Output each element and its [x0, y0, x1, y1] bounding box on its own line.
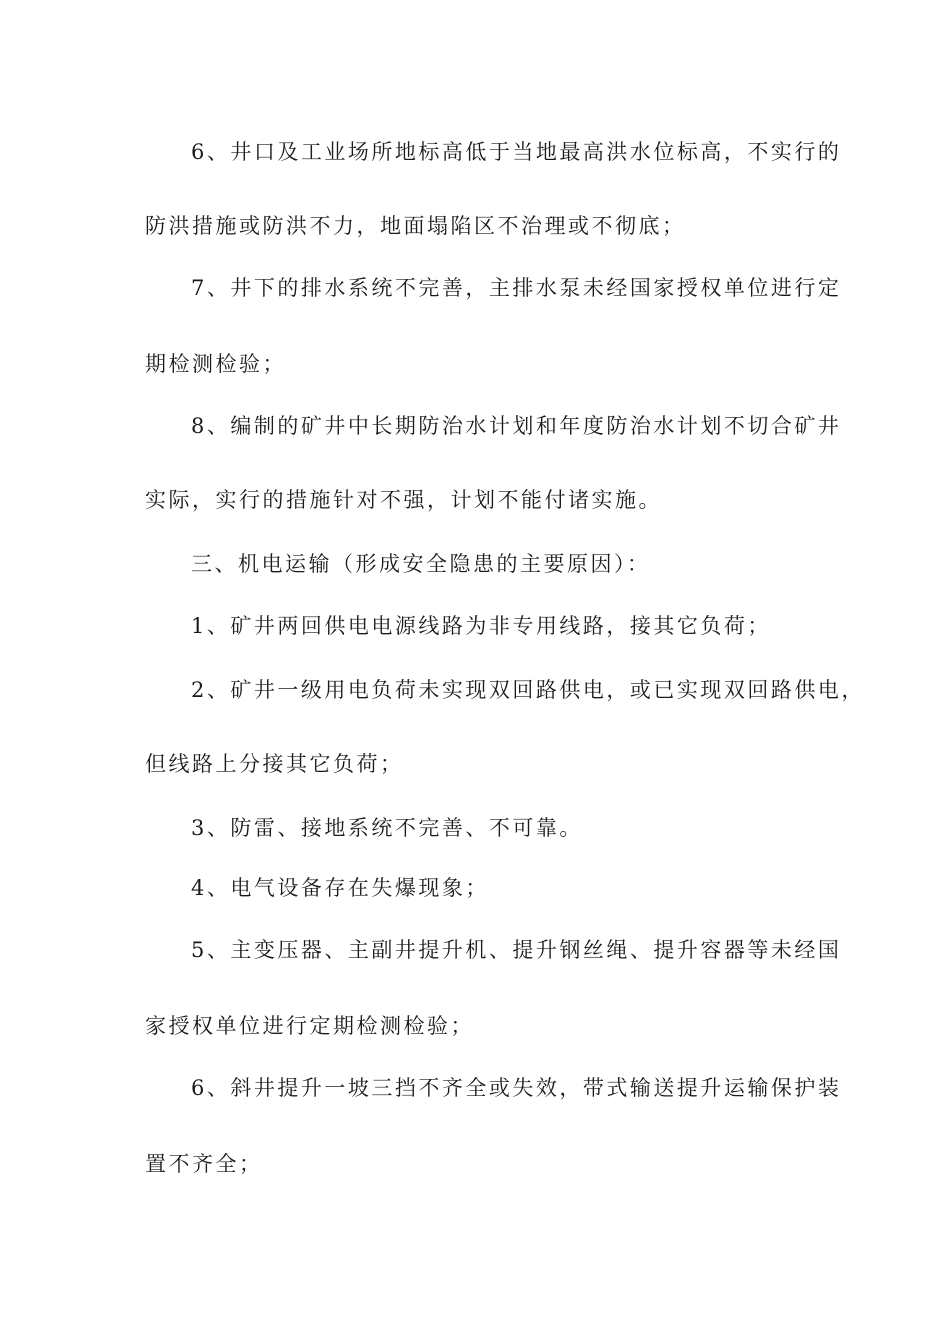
- paragraph-line: 6、斜井提升一坡三挡不齐全或失效，带式输送提升运输保护装: [191, 1076, 842, 1100]
- paragraph-line: 8、编制的矿井中长期防治水计划和年度防治水计划不切合矿井: [191, 414, 842, 438]
- paragraph-line: 防洪措施或防洪不力，地面塌陷区不治理或不彻底；: [145, 214, 686, 238]
- paragraph-line: 5、主变压器、主副井提升机、提升钢丝绳、提升容器等未经国: [191, 938, 842, 962]
- paragraph-line: 期检测检验；: [145, 352, 286, 376]
- paragraph-line: 6、井口及工业场所地标高低于当地最高洪水位标高，不实行的: [191, 140, 842, 164]
- paragraph-line: 家授权单位进行定期检测检验；: [145, 1014, 474, 1038]
- paragraph-line: 但线路上分接其它负荷；: [145, 752, 404, 776]
- paragraph-line: 4、电气设备存在失爆现象；: [191, 876, 489, 900]
- paragraph-line: 2、矿井一级用电负荷未实现双回路供电，或已实现双回路供电，: [191, 678, 865, 702]
- section-heading: 三、机电运输（形成安全隐患的主要原因）：: [191, 552, 651, 576]
- paragraph-line: 7、井下的排水系统不完善，主排水泵未经国家授权单位进行定: [191, 276, 842, 300]
- paragraph-line: 1、矿井两回供电电源线路为非专用线路，接其它负荷；: [191, 614, 771, 638]
- paragraph-line: 置不齐全；: [145, 1152, 263, 1176]
- paragraph-line: 实际，实行的措施针对不强，计划不能付诸实施。: [145, 488, 662, 512]
- paragraph-line: 3、防雷、接地系统不完善、不可靠。: [191, 816, 583, 840]
